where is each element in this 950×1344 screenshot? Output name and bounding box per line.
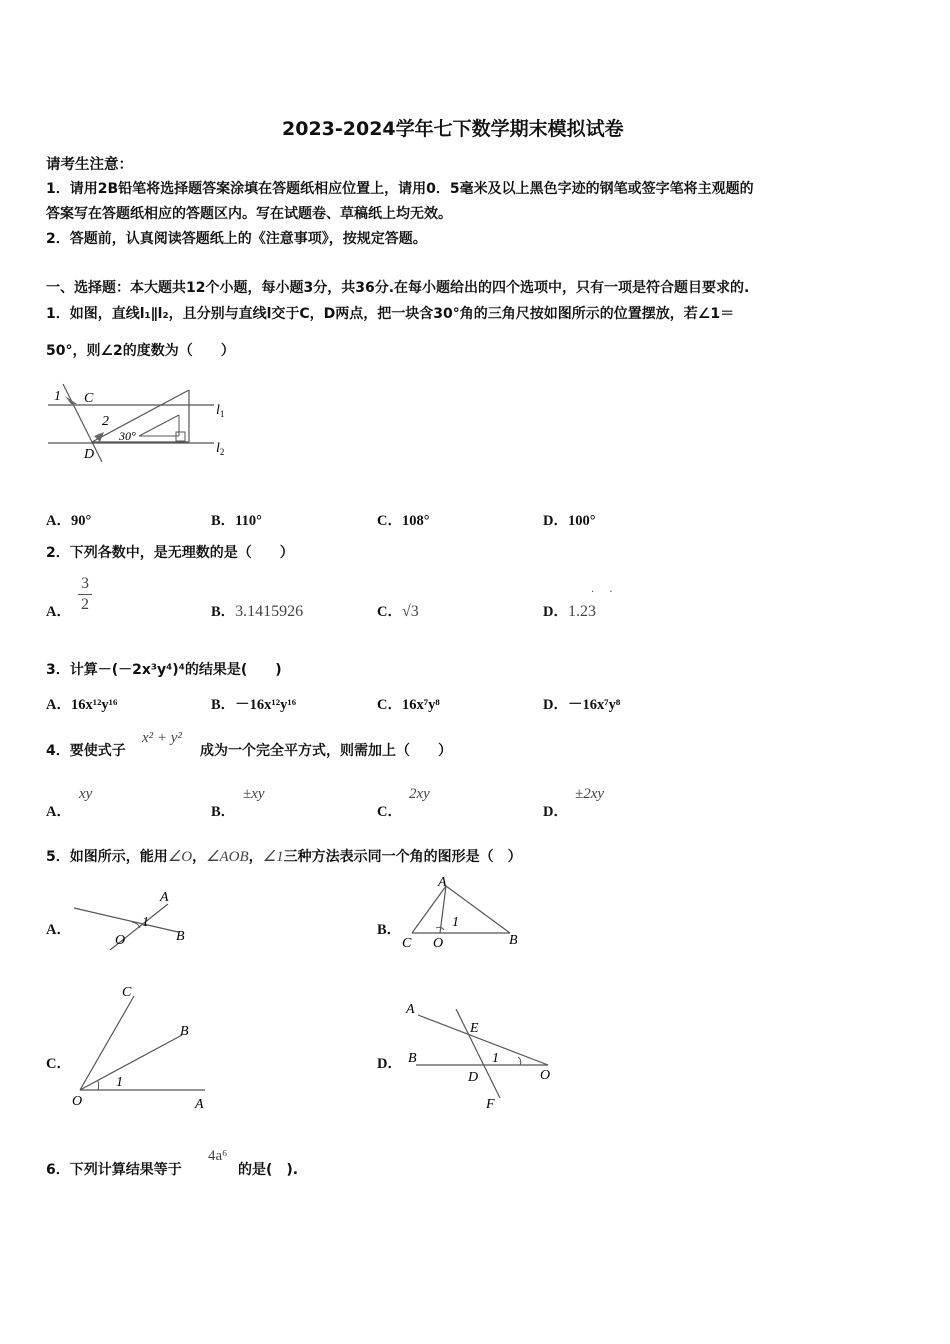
q6-expression: 4a⁶ <box>208 1148 228 1164</box>
q5b-label-o: O <box>433 936 444 950</box>
q5-option-a-letter[interactable]: A． <box>46 922 71 938</box>
q4-option-a-letter[interactable]: A． <box>46 804 71 820</box>
notice-line-1a: 1．请用2B铅笔将选择题答案涂填在答题纸相应位置上，请用0．5毫米及以上黑色字迹的钢笔或签字笔将主观题的 <box>46 181 754 197</box>
q2-option-c[interactable]: C．√3 <box>377 603 419 620</box>
fraction-bar <box>78 594 92 595</box>
q5d-label-e: E <box>470 1021 479 1036</box>
q2-option-d[interactable]: D．1.23 <box>543 603 596 620</box>
q1-label-l1: $l_1$ <box>216 403 225 419</box>
q1-text-a: 1．如图，直线l₁∥l₂，且分别与直线l交于C，D两点，把一块含30°角的三角尺按如图所示的位置摆放，若∠1＝ <box>46 306 735 322</box>
q5c-label-c: C <box>122 985 132 1000</box>
q5d-label-o: O <box>540 1068 551 1083</box>
q5-option-d-figure[interactable] <box>400 995 570 1115</box>
q5b-label-c: C <box>402 936 412 950</box>
q3-option-c[interactable]: C．16x⁷y⁸ <box>377 697 440 713</box>
repeating-decimal-dots: · · <box>591 587 619 598</box>
q1-option-a[interactable]: A．90° <box>46 513 92 529</box>
q1-label-c: C <box>84 391 94 406</box>
q6-text-prefix: 6．下列计算结果等于 <box>46 1162 182 1178</box>
q3-option-a[interactable]: A．16x¹²y¹⁶ <box>46 697 118 713</box>
q4-option-c-value[interactable]: 2xy <box>409 786 430 802</box>
q4-option-a-value[interactable]: xy <box>79 786 93 802</box>
q5-option-d-letter[interactable]: D． <box>377 1056 402 1072</box>
section-heading: 一、选择题：本大题共12个小题，每小题3分，共36分.在每小题给出的四个选项中，只有一项是符合题目要求的. <box>46 280 750 296</box>
q5c-label-b: B <box>180 1024 189 1039</box>
q1-figure <box>44 370 244 470</box>
q5a-label-o: O <box>115 933 126 948</box>
q1-option-b[interactable]: B．110° <box>211 513 262 529</box>
q4-option-c-letter[interactable]: C． <box>377 804 402 820</box>
page-title: 2023-2024学年七下数学期末模拟试卷 <box>282 118 624 140</box>
q5c-label-1: 1 <box>116 1075 123 1090</box>
notice-header: 请考生注意： <box>46 157 133 173</box>
q5b-label-1: 1 <box>452 915 459 930</box>
q5c-label-a: A <box>195 1097 204 1112</box>
q1-label-1: 1 <box>54 389 61 404</box>
q1-option-d[interactable]: D．100° <box>543 513 596 529</box>
notice-line-1b: 答案写在答题纸相应的答题区内。写在试题卷、草稿纸上均无效。 <box>46 206 452 222</box>
notice-line-2: 2．答题前，认真阅读答题纸上的《注意事项》，按规定答题。 <box>46 231 427 247</box>
q5b-label-b: B <box>509 933 518 948</box>
q5d-label-d: D <box>468 1070 479 1085</box>
q2-option-b[interactable]: B．3.1415926 <box>211 603 304 620</box>
q5a-label-a: A <box>160 890 169 905</box>
q5d-label-b: B <box>408 1051 417 1066</box>
fraction-denominator: 2 <box>81 596 89 613</box>
q5-option-b-figure[interactable] <box>400 870 530 950</box>
q1-label-l2: $l_2$ <box>216 441 225 457</box>
q5c-label-o: O <box>72 1094 83 1109</box>
q5d-label-f: F <box>486 1097 495 1112</box>
q6-text-suffix: 的是( ). <box>238 1162 299 1178</box>
q1-label-d: D <box>84 447 95 462</box>
q5d-label-a: A <box>406 1002 415 1017</box>
q5-option-c-letter[interactable]: C． <box>46 1056 71 1072</box>
q3-option-d[interactable]: D．－16x⁷y⁸ <box>543 697 621 713</box>
q4-option-d-value[interactable]: ±2xy <box>575 786 605 802</box>
q1-option-c[interactable]: C．108° <box>377 513 430 529</box>
q4-text-suffix: 成为一个完全平方式，则需加上（ ） <box>200 743 452 759</box>
q2-option-a-letter[interactable]: A． <box>46 604 71 620</box>
q2-option-a-fraction[interactable] <box>78 575 92 614</box>
q3-text: 3．计算－(－2x³y⁴)⁴的结果是( ) <box>46 662 282 678</box>
q1-text-b: 50°，则∠2的度数为（ ） <box>46 343 235 359</box>
q5-option-b-letter[interactable]: B． <box>377 922 402 938</box>
q5-option-a-figure[interactable] <box>70 880 200 950</box>
q5a-label-1: 1 <box>142 915 149 930</box>
q4-option-d-letter[interactable]: D． <box>543 804 568 820</box>
q1-label-2: 2 <box>102 414 109 429</box>
q5d-label-1: 1 <box>492 1051 499 1066</box>
q1-label-30: 30° <box>119 429 136 443</box>
q5a-label-b: B <box>176 929 185 944</box>
q4-option-b-value[interactable]: ±xy <box>243 786 265 802</box>
q5b-label-a: A <box>438 875 447 890</box>
q5-option-c-figure[interactable] <box>70 980 220 1115</box>
q4-text-prefix: 4．要使式子 <box>46 743 126 759</box>
q4-expression: x² + y² <box>142 730 182 746</box>
q5-text: 5．如图所示，能用∠O，∠AOB，∠1三种方法表示同一个角的图形是（ ） <box>46 849 522 865</box>
q3-option-b[interactable]: B．－16x¹²y¹⁶ <box>211 697 297 713</box>
q2-text: 2．下列各数中，是无理数的是（ ） <box>46 545 294 561</box>
q4-option-b-letter[interactable]: B． <box>211 804 236 820</box>
fraction-numerator: 3 <box>81 575 89 592</box>
